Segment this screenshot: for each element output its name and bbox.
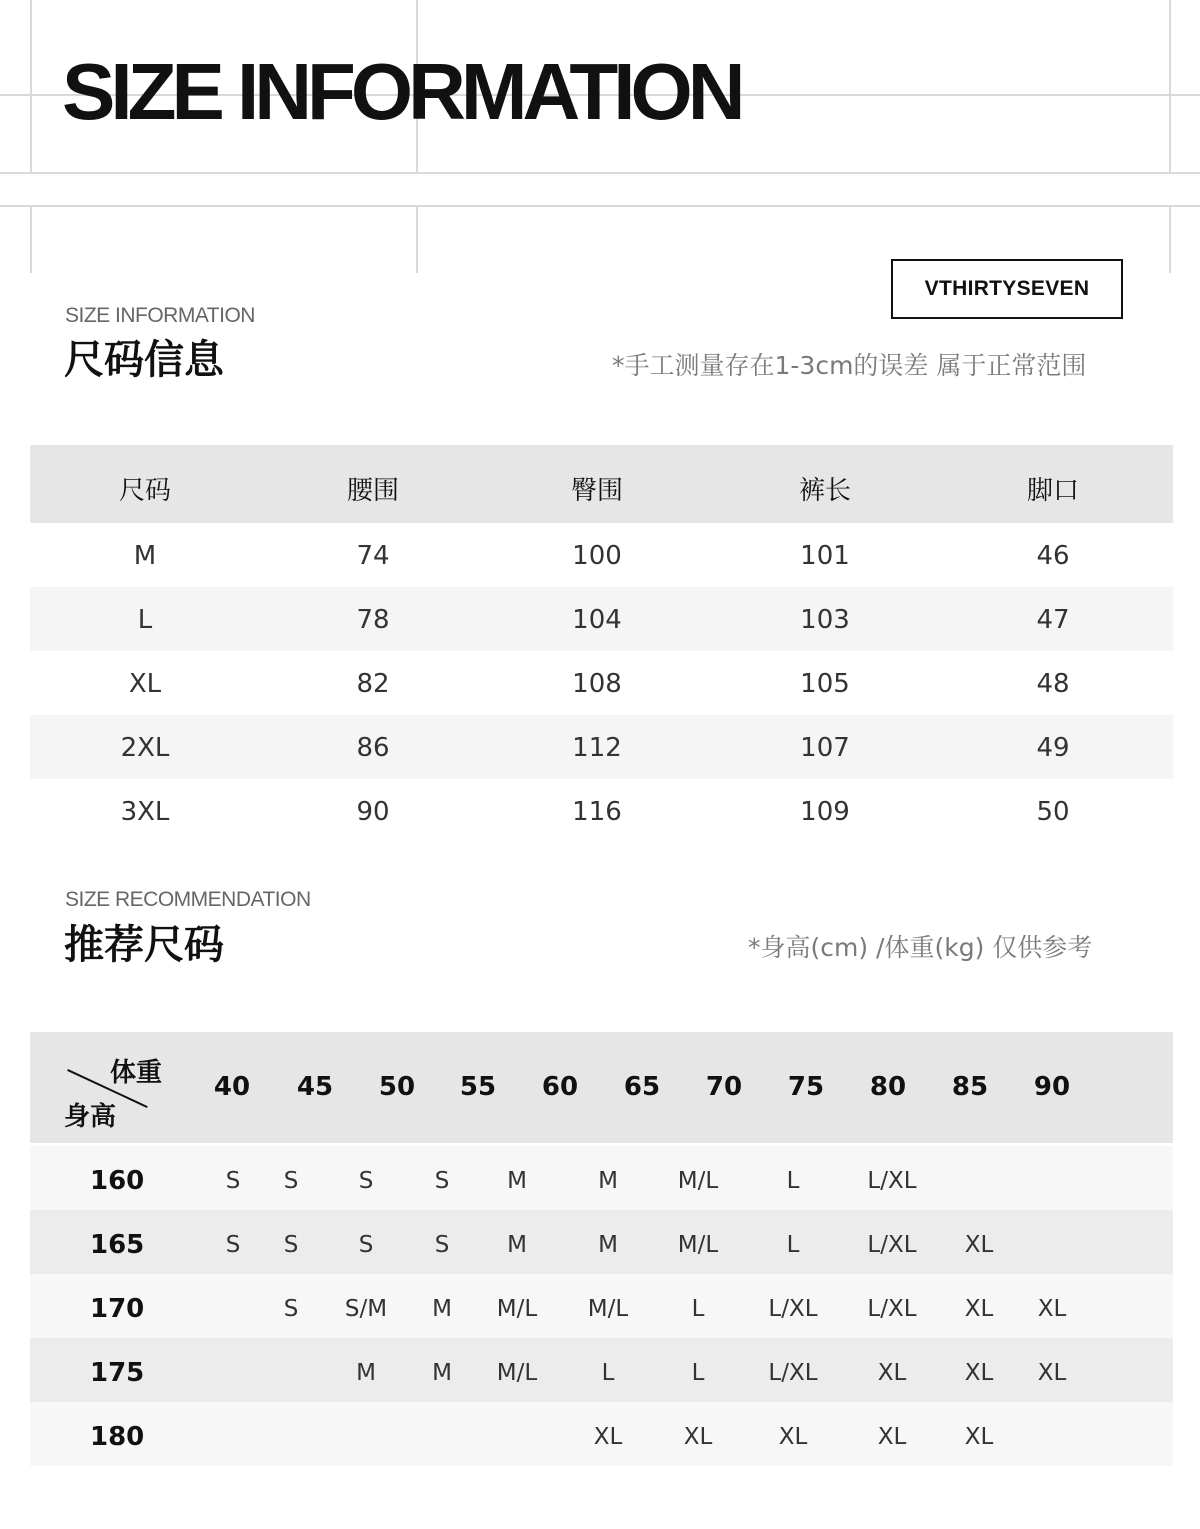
size-cell: M <box>598 1168 618 1194</box>
size-cell: S <box>283 1168 299 1194</box>
size-cell: XL <box>964 1360 994 1386</box>
size-cell: XL <box>964 1232 994 1258</box>
table-cell: 103 <box>800 605 850 635</box>
table-cell: 3XL <box>120 797 170 827</box>
weight-header: 40 <box>213 1072 251 1102</box>
table-row <box>30 1146 1173 1210</box>
size-cell: XL <box>877 1360 907 1386</box>
header-cell: 腰围 <box>346 476 400 506</box>
size-cell: M/L <box>496 1296 538 1322</box>
table-row <box>30 1210 1173 1274</box>
size-info-title-cn: 尺码信息 <box>64 337 224 383</box>
size-cell: M/L <box>677 1168 719 1194</box>
table-row <box>30 1338 1173 1402</box>
table-cell: 82 <box>356 669 390 699</box>
size-cell: S <box>225 1232 241 1258</box>
size-cell: XL <box>877 1424 907 1450</box>
size-cell: S <box>283 1296 299 1322</box>
grid-line <box>1169 0 1171 172</box>
hero-title: SIZE INFORMATION <box>62 47 741 136</box>
table-cell: XL <box>128 669 162 699</box>
weight-header: 80 <box>869 1072 907 1102</box>
header-cell: 脚口 <box>1026 476 1080 506</box>
header-cell: 臀围 <box>570 476 624 506</box>
size-cell: M <box>507 1168 527 1194</box>
table-cell: L <box>137 605 153 635</box>
size-cell: L <box>601 1360 615 1386</box>
size-cell: L <box>691 1296 705 1322</box>
table-cell: 104 <box>572 605 622 635</box>
weight-header: 45 <box>296 1072 334 1102</box>
size-cell: XL <box>778 1424 808 1450</box>
height-label: 170 <box>90 1294 145 1324</box>
size-cell: S <box>434 1232 450 1258</box>
table-cell: 48 <box>1036 669 1070 699</box>
table-cell: 78 <box>356 605 390 635</box>
height-label: 165 <box>90 1230 145 1260</box>
table-row <box>30 587 1173 651</box>
recommend-table-header <box>30 1032 1173 1143</box>
grid-line <box>30 207 32 273</box>
grid-line <box>416 207 418 273</box>
table-cell: 109 <box>800 797 850 827</box>
size-cell: L/XL <box>768 1296 818 1322</box>
size-cell: XL <box>593 1424 623 1450</box>
height-label: 180 <box>90 1422 145 1452</box>
table-cell: 107 <box>800 733 850 763</box>
table-cell: 112 <box>572 733 622 763</box>
table-cell: M <box>133 541 157 571</box>
table-cell: 50 <box>1036 797 1070 827</box>
size-cell: XL <box>1037 1360 1067 1386</box>
size-cell: S <box>225 1168 241 1194</box>
size-cell: XL <box>964 1424 994 1450</box>
size-info-title-en: SIZE INFORMATION <box>65 304 255 327</box>
table-cell: 90 <box>356 797 390 827</box>
height-label: 160 <box>90 1166 145 1196</box>
weight-header: 75 <box>787 1072 825 1102</box>
table-cell: 47 <box>1036 605 1070 635</box>
table-cell: 49 <box>1036 733 1070 763</box>
table-row <box>30 1402 1173 1466</box>
size-cell: XL <box>1037 1296 1067 1322</box>
weight-header: 50 <box>378 1072 416 1102</box>
weight-header: 65 <box>623 1072 661 1102</box>
size-cell: M/L <box>587 1296 629 1322</box>
size-cell: S/M <box>344 1296 388 1322</box>
size-cell: M <box>432 1296 452 1322</box>
grid-line <box>30 0 32 172</box>
grid-line <box>1169 207 1171 273</box>
size-cell: M <box>507 1232 527 1258</box>
size-cell: M <box>432 1360 452 1386</box>
table-cell: 105 <box>800 669 850 699</box>
table-cell: 101 <box>800 541 850 571</box>
weight-header: 70 <box>705 1072 743 1102</box>
grid-line <box>0 172 1200 174</box>
recommend-title-cn: 推荐尺码 <box>64 922 224 968</box>
table-cell: 74 <box>356 541 390 571</box>
size-cell: M <box>356 1360 376 1386</box>
recommend-title-en: SIZE RECOMMENDATION <box>65 888 311 911</box>
table-cell: 116 <box>572 797 622 827</box>
size-table-header <box>30 445 1173 523</box>
table-row <box>30 523 1173 587</box>
recommend-note: *身高(cm) /体重(kg) 仅供参考 <box>748 933 1093 962</box>
weight-header: 55 <box>459 1072 497 1102</box>
brand-label: VTHIRTYSEVEN <box>891 259 1123 319</box>
size-cell: XL <box>964 1296 994 1322</box>
table-row <box>30 715 1173 779</box>
weight-header: 60 <box>541 1072 579 1102</box>
table-cell: 86 <box>356 733 390 763</box>
size-cell: L <box>786 1232 800 1258</box>
table-cell: 100 <box>572 541 622 571</box>
size-cell: S <box>283 1232 299 1258</box>
weight-header: 85 <box>951 1072 989 1102</box>
header-cell: 裤长 <box>798 476 852 506</box>
size-cell: M/L <box>677 1232 719 1258</box>
table-row <box>30 779 1173 843</box>
size-cell: L/XL <box>867 1168 917 1194</box>
table-cell: 46 <box>1036 541 1070 571</box>
weight-header: 90 <box>1033 1072 1071 1102</box>
corner-label-weight: 体重 <box>110 1058 163 1088</box>
size-cell: L <box>691 1360 705 1386</box>
size-cell: L/XL <box>867 1232 917 1258</box>
height-label: 175 <box>90 1358 145 1388</box>
size-cell: XL <box>683 1424 713 1450</box>
size-cell: S <box>358 1232 374 1258</box>
header-cell: 尺码 <box>118 476 172 506</box>
grid-line <box>0 205 1200 207</box>
size-cell: M/L <box>496 1360 538 1386</box>
table-cell: 2XL <box>120 733 170 763</box>
size-cell: L <box>786 1168 800 1194</box>
size-cell: L/XL <box>867 1296 917 1322</box>
table-cell: 108 <box>572 669 622 699</box>
size-cell: S <box>358 1168 374 1194</box>
corner-label-height: 身高 <box>64 1102 117 1132</box>
size-info-note: *手工测量存在1-3cm的误差 属于正常范围 <box>612 351 1087 380</box>
size-cell: L/XL <box>768 1360 818 1386</box>
table-row <box>30 1274 1173 1338</box>
table-row <box>30 651 1173 715</box>
size-cell: S <box>434 1168 450 1194</box>
size-cell: M <box>598 1232 618 1258</box>
